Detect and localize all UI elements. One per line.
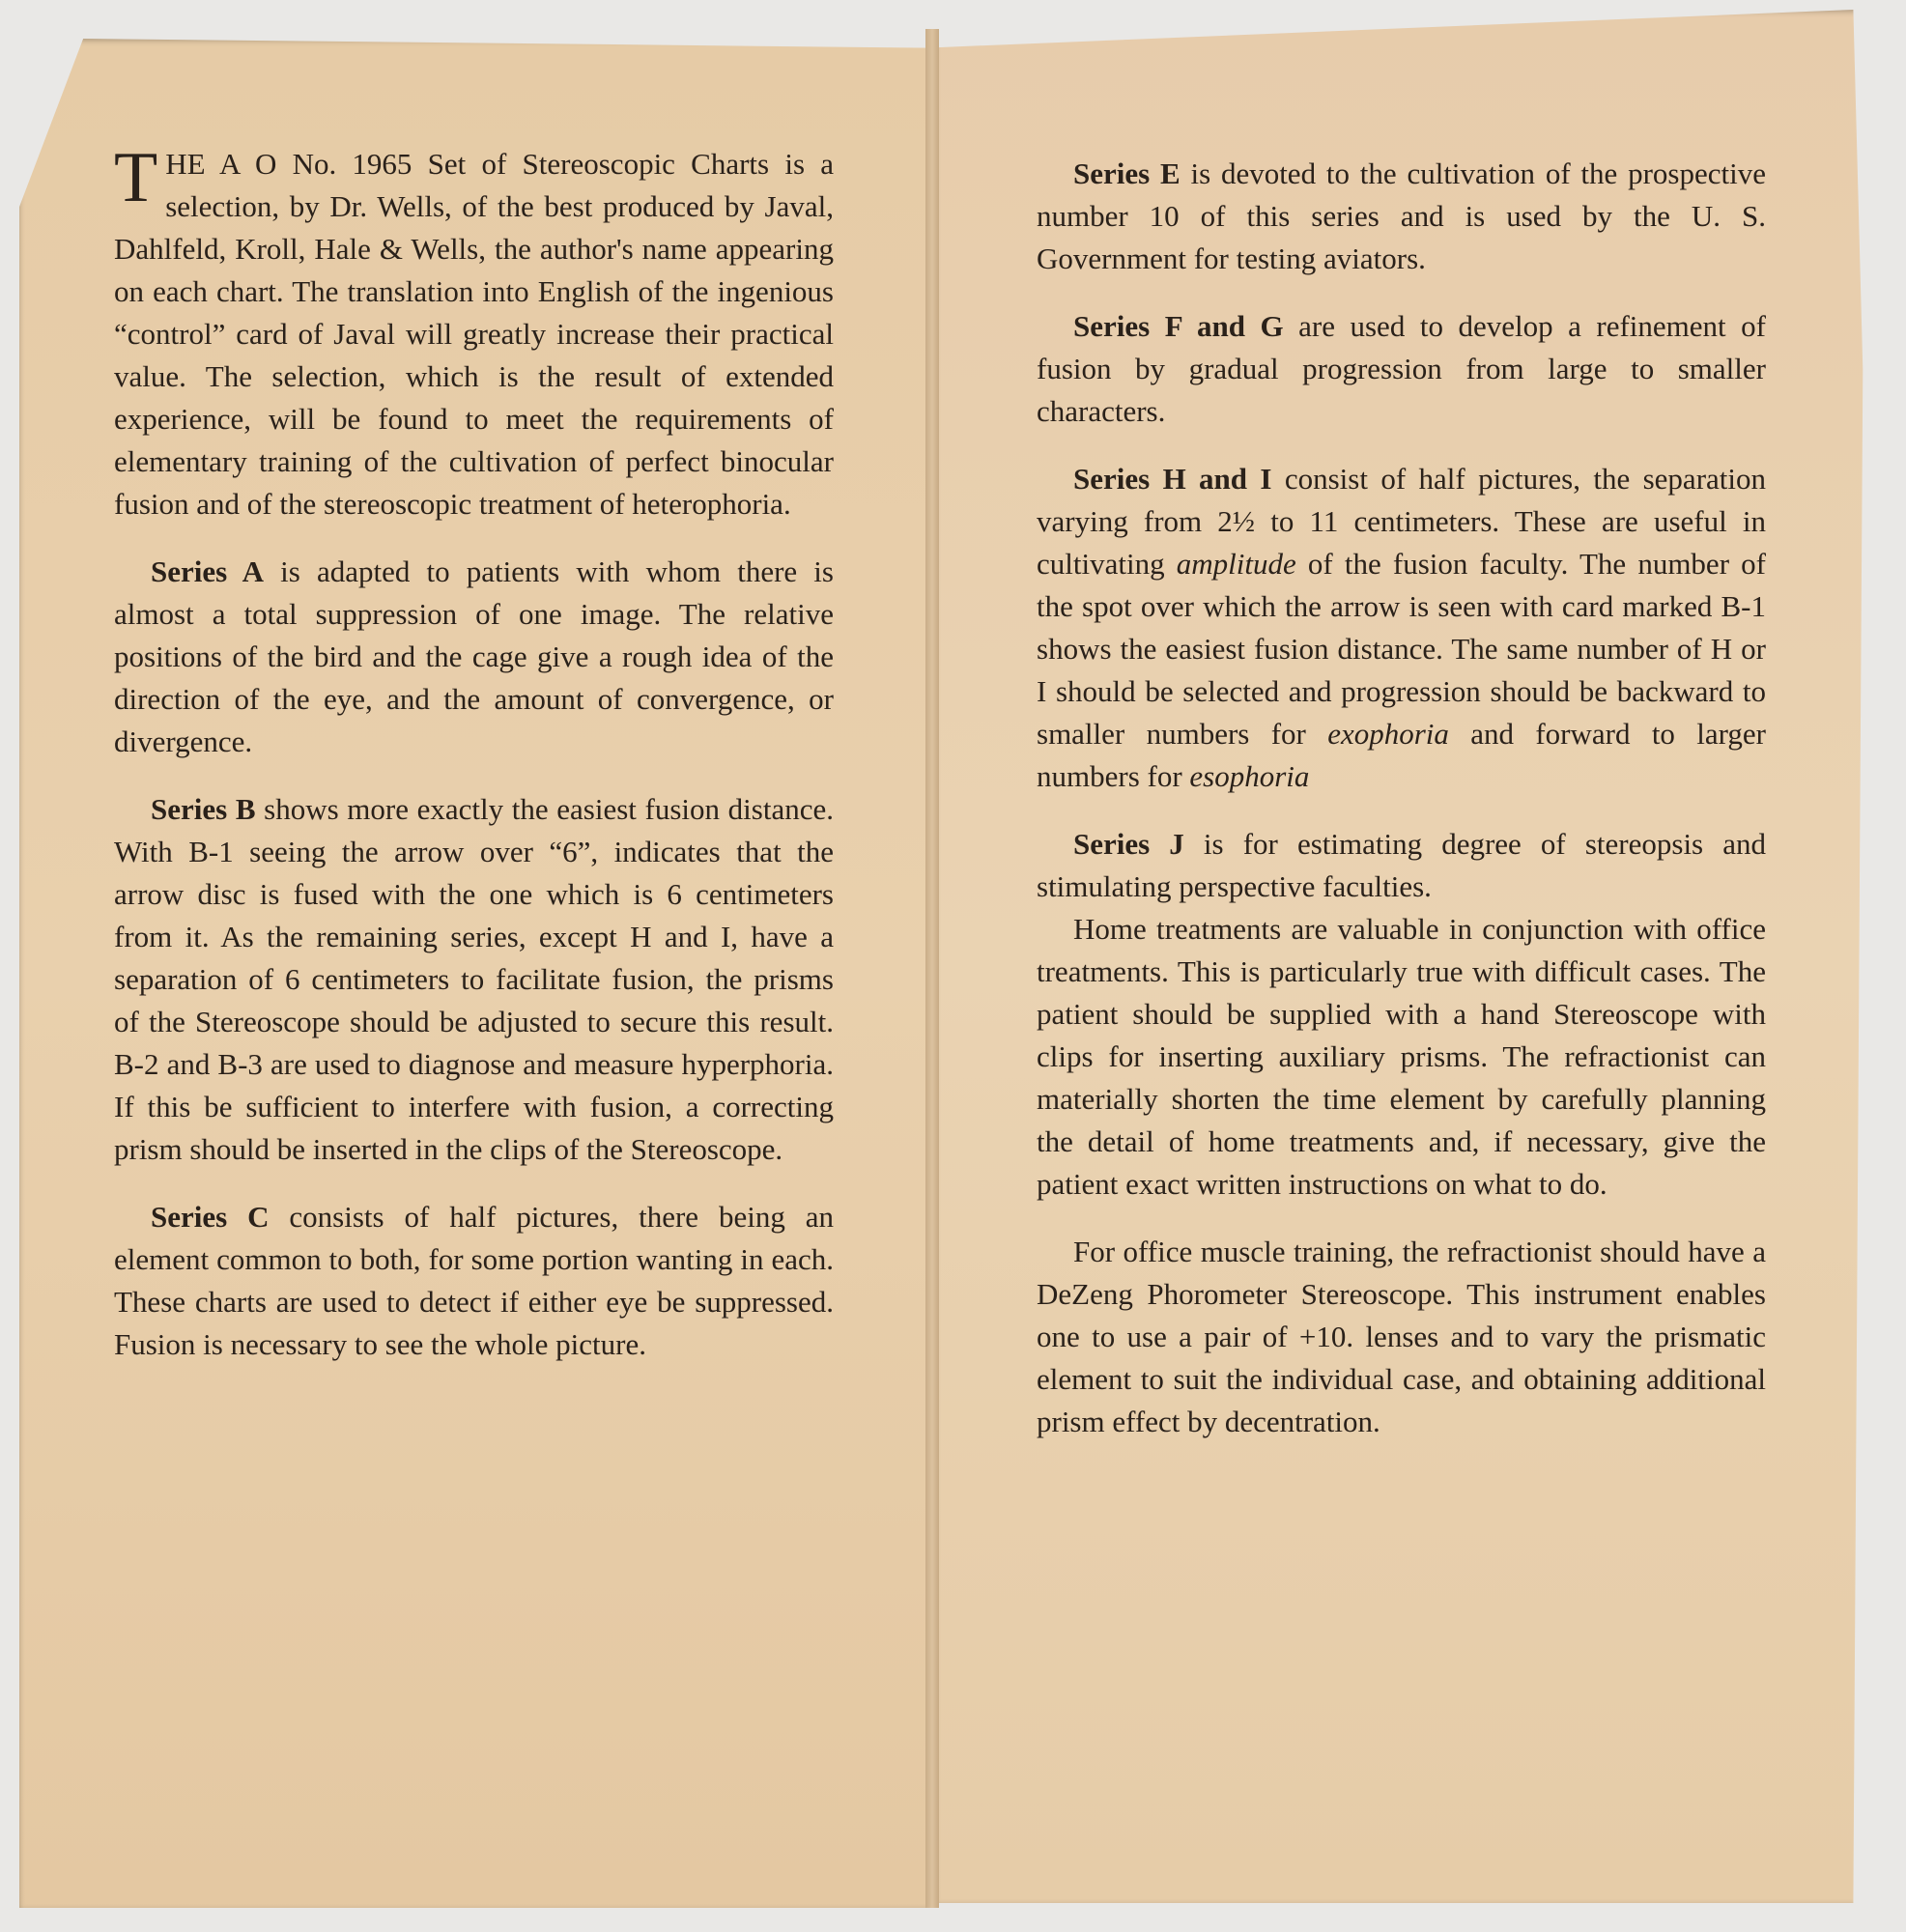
series-fg-text: are used to develop a refinement of fusion by gradual progression from large to smaller characters.	[1037, 309, 1766, 428]
left-column	[114, 138, 834, 1391]
series-e-label: Series E	[1073, 156, 1181, 190]
intro-text: HE A O No. 1965 Set of Stereoscopic Charts is a selection, by Dr. Wells, of the best produced by Javal, Dahlfeld, Kroll, Hale & Wells, the author's name appearing on each chart. The translation into English of the ingenious “control” card of Javal will greatly increase their practical value. The selection, which is the result of extended experience, will be found to meet the requirements of elementary training of the cultivation of perfect binocular fusion and of the stereoscopic treatment of heterophoria.	[114, 147, 834, 521]
office-training-paragraph: For office muscle training, the refractionist should have a DeZeng Phorometer Stereoscope. This instrument enables one to use a pair of +10. lenses and to vary the prismatic element to suit the individual case, and obtaining additional prism effect by decentration.	[1037, 1235, 1766, 1438]
series-hi-text-1: consist of half pictures, the separation varying from 2½ to 11 centimeters. These are useful in cultivating	[1037, 462, 1766, 581]
home-treatment-paragraph: Home treatments are valuable in conjunction with office treatments. This is particularly true with difficult cases. The patient should be supplied with a hand Stereoscope with clips for inserting auxiliary prisms. The refractionist can materially shorten the time element by carefully planning the detail of home treatments and, if necessary, give the patient exact written instructions on what to do.	[1037, 912, 1766, 1201]
series-hi-esophoria: esophoria	[1189, 759, 1310, 793]
series-hi-text-3: and forward to larger numbers for	[1037, 717, 1766, 793]
series-e-text: is devoted to the cultivation of the prospective number 10 of this series and is used by the U. S. Government for testing aviators.	[1037, 156, 1766, 275]
series-fg-label: Series F and G	[1073, 309, 1284, 343]
right-column	[1037, 153, 1766, 1468]
series-j-text: is for estimating degree of stereopsis and stimulating perspective faculties.	[1037, 827, 1766, 903]
series-b-paragraph	[114, 788, 834, 1171]
series-a-label: Series A	[151, 554, 265, 588]
series-a-paragraph	[114, 551, 834, 763]
series-b-text: shows more exactly the easiest fusion distance. With B-1 seeing the arrow over “6”, indicates that the arrow disc is fused with the one which is 6 centimeters from it. As the remaining series, except H and I, have a separation of 6 centimeters to facilitate fusion, the prisms of the Stereoscope should be adjusted to secure this result. B-2 and B-3 are used to diagnose and measure hyperphoria. If this be sufficient to interfere with fusion, a correcting prism should be inserted in the clips of the Stereoscope.	[114, 792, 834, 1166]
series-c-text: consists of half pictures, there being an element common to both, for some portion wanting in each. These charts are used to detect if either eye be suppressed. Fusion is necessary to see the whole picture.	[114, 1200, 834, 1361]
drop-cap: T	[114, 138, 158, 217]
series-e-paragraph	[1037, 153, 1766, 280]
series-c-paragraph	[114, 1196, 834, 1366]
center-fold	[925, 29, 939, 1908]
intro-paragraph	[114, 138, 834, 526]
series-hi-label: Series H and I	[1073, 462, 1272, 496]
series-j-label: Series J	[1073, 827, 1184, 861]
series-a-text: is adapted to patients with whom there is almost a total suppression of one image. The relative positions of the bird and the cage give a rough idea of the direction of the eye, and the amount of convergence, or divergence.	[114, 554, 834, 758]
series-b-label: Series B	[151, 792, 256, 826]
series-hi-text-2: of the fusion faculty. The number of the spot over which the arrow is seen with card marked B-1 shows the easiest fusion distance. The same number of H or I should be selected and progression should be backward to smaller numbers for	[1037, 547, 1766, 751]
series-c-label: Series C	[151, 1200, 270, 1234]
series-hi-amplitude: amplitude	[1176, 547, 1296, 581]
series-j-paragraph	[1037, 823, 1766, 908]
series-fg-paragraph	[1037, 305, 1766, 433]
series-hi-paragraph	[1037, 458, 1766, 798]
series-hi-exophoria: exophoria	[1327, 717, 1449, 751]
